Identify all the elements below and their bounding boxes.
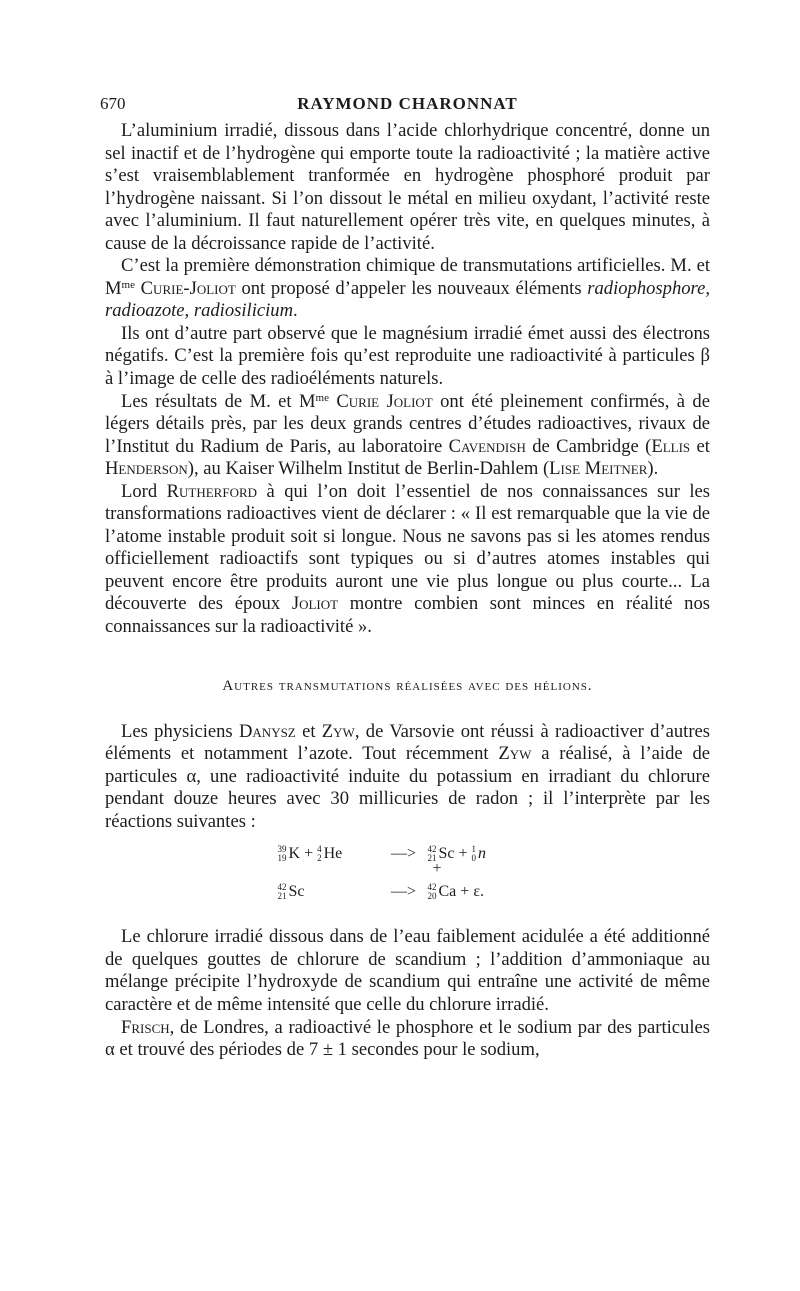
paragraph-frisch: Frisch, de Londres, a radioactivé le phosphore et le sodium par des particules α et trouvé des périodes de 7 ± 1 secondes pour le sodium, xyxy=(105,1016,710,1061)
page xyxy=(100,94,711,1062)
paragraph-results-confirmed: Les résultats de M. et $M^{me}$ Curie Joliot ont été pleinement confirmés, à de légers détails près, par les deux grands centres d’études radioactives, rivaux de l’Institut du Radium de Paris, au laboratoire Cavendish de Cambridge (Ellis et Henderson), au Kaiser Wilhelm Institut de Berlin-Dahlem (Lise Meitner). xyxy=(105,390,710,480)
paragraph-chlorure: Le chlorure irradié dissous dans de l’eau faiblement acidulée a été additionné de quelques gouttes de chlorure de scandium ; l’addition d’ammoniaque au mélange précipite l’hydroxyde de scandium qui entraîne une activité de même caractère et de même intensité que celle du chlorure irradié. xyxy=(105,926,710,1015)
reaction-2: 42 21 Sc —> 42 20 Ca + ε. xyxy=(277,882,485,902)
page-header xyxy=(100,94,710,120)
author-name: Curie-Joliot xyxy=(140,277,236,299)
paragraph-danysz-zyw: Les physiciens Danysz et Zyw, de Varsovie ont réussi à radioactiver d’autres éléments et notamment l’azote. Tout récemment Zyw a réalisé, à l’aide de particules α, une radioactivité induite du potassium en irradiant du chlorure pendant douze heures avec 30 millicuries de radon ; il l’interprète par les réactions suivantes : xyxy=(105,720,711,832)
paragraph-aluminium: L’aluminium irradié, dissous dans l’acide chlorhydrique concentré, donne un sel inactif et de l’hydrogène qui emporte toute la radioactivité ; la matière active s’est vraisemblablement tranformée en hydrogène phosphoré produit par l’hydrogène naissant. Si l’on dissout le métal en milieu oxydant, l’activité reste avec l’aluminium. Il faut naturellement opérer très vite, en quelques minutes, à cause de la décroissance rapide de l’activité. xyxy=(105,120,710,254)
reaction-link: + xyxy=(432,860,442,878)
nuclear-reactions xyxy=(278,842,538,904)
page-number: 670 xyxy=(100,94,126,113)
reaction-arrow: —> xyxy=(390,883,417,901)
paragraph-first-demonstration: C’est la première démonstration chimique de transmutations artificielles. M. et $M^{me}$ Curie-Joliot ont proposé d’appeler les nouveaux éléments radiophosphore, radioazote, radiosilicium. xyxy=(105,255,710,322)
new-elements-list: radiophosphore, radioazote, radiosilicium xyxy=(105,277,710,322)
reaction-arrow: —> xyxy=(390,845,417,863)
paragraph-magnesium: Ils ont d’autre part observé que le magnésium irradié émet aussi des électrons négatifs. C’est la première fois qu’est reproduite une radioactivité à particules β à l’image de celle des radioéléments naturels. xyxy=(105,322,710,390)
running-head: RAYMOND CHARONNAT xyxy=(297,94,518,113)
section-heading: Autres transmutations réalisées avec des hélions. xyxy=(222,677,593,694)
paragraph-rutherford-quote: Lord Rutherford à qui l’on doit l’essentiel de nos connaissances sur les transformations radioactives vient de déclarer : « Il est remarquable que la vie de l’atome instable produit soit si longue. Nous ne savons pas si les atomes rendus officiellement radioactifs sont typiques ou si d’autres atomes instables qui peuvent encore être produits auront une vie plus longue ou plus courte... La découverte des époux Joliot montre combien sont minces en réalité nos connaissances sur la radioactivité ». xyxy=(105,480,710,638)
reaction-1: 39 19 K + 4 2 He —> 42 21 Sc + 1 0 n xyxy=(277,844,487,864)
